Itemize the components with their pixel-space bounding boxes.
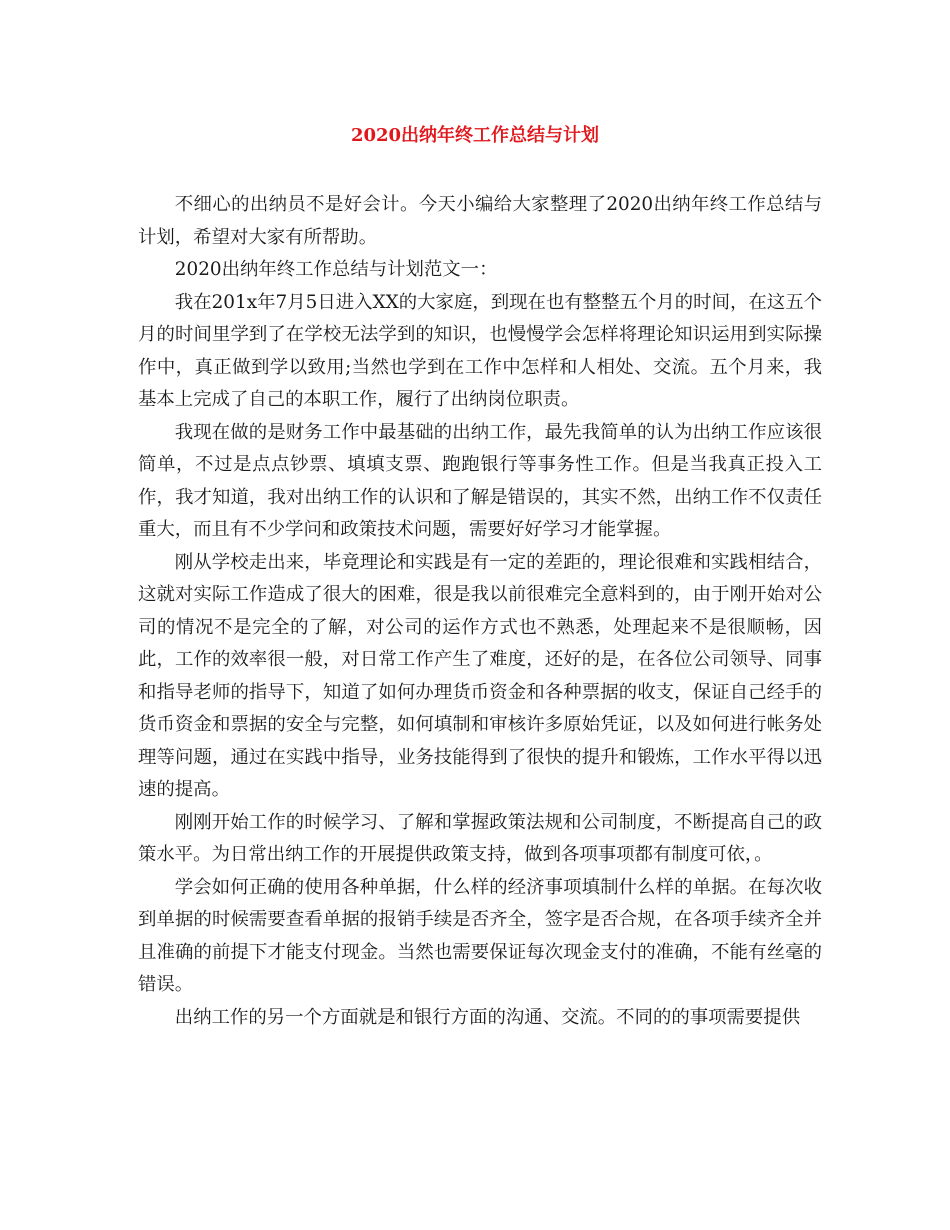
paragraph-intro: 不细心的出纳员不是好会计。今天小编给大家整理了2020出纳年终工作总结与计划，希望对大家有所帮助。 (138, 194, 822, 248)
document-body (138, 189, 822, 1034)
paragraph: 刚刚开始工作的时候学习、了解和掌握政策法规和公司制度，不断提高自己的政策水平。为日常出纳工作的开展提供政策支持，做到各项事项都有制度可依，。 (138, 811, 822, 865)
paragraph: 学会如何正确的使用各种单据，什么样的经济事项填制什么样的单据。在每次收到单据的时候需要查看单据的报销手续是否齐全，签字是否合规，在各项手续齐全并且准确的前提下才能支付现金。当然也需要保证每次现金支付的准确，不能有丝毫的错误。 (138, 876, 822, 995)
paragraph: 我现在做的是财务工作中最基础的出纳工作，最先我简单的认为出纳工作应该很简单，不过是点点钞票、填填支票、跑跑银行等事务性工作。但是当我真正投入工作，我才知道，我对出纳工作的认识和了解是错误的，其实不然，出纳工作不仅责任重大，而且有不少学问和政策技术问题，需要好好学习才能掌握。 (138, 421, 822, 540)
paragraph: 出纳工作的另一个方面就是和银行方面的沟通、交流。不同的的事项需要提供 (174, 1006, 801, 1028)
paragraph-subtitle: 2020出纳年终工作总结与计划范文一： (174, 259, 498, 280)
paragraph: 我在201x年7月5日进入XX的大家庭，到现在也有整整五个月的时间，在这五个月的时间里学到了在学校无法学到的知识，也慢慢学会怎样将理论知识运用到实际操作中，真正做到学以致用;当然也学到在工作中怎样和人相处、交流。五个月来，我基本上完成了自己的本职工作，履行了出纳岗位职责。 (138, 291, 822, 410)
document-title: 2020出纳年终工作总结与计划 (350, 125, 600, 146)
paragraph: 刚从学校走出来，毕竟理论和实践是有一定的差距的，理论很难和实践相结合，这就对实际工作造成了很大的困难，很是我以前很难完全意料到的，由于刚开始对公司的情况不是完全的了解，对公司的运作方式也不熟悉，处理起来不是很顺畅，因此，工作的效率很一般，对日常工作产生了难度，还好的是，在各位公司领导、同事和指导老师的指导下，知道了如何办理货币资金和各种票据的收支，保证自己经手的货币资金和票据的安全与完整，如何填制和审核许多原始凭证，以及如何进行帐务处理等问题，通过在实践中指导，业务技能得到了很快的提升和锻炼，工作水平得以迅速的提高。 (138, 551, 822, 800)
